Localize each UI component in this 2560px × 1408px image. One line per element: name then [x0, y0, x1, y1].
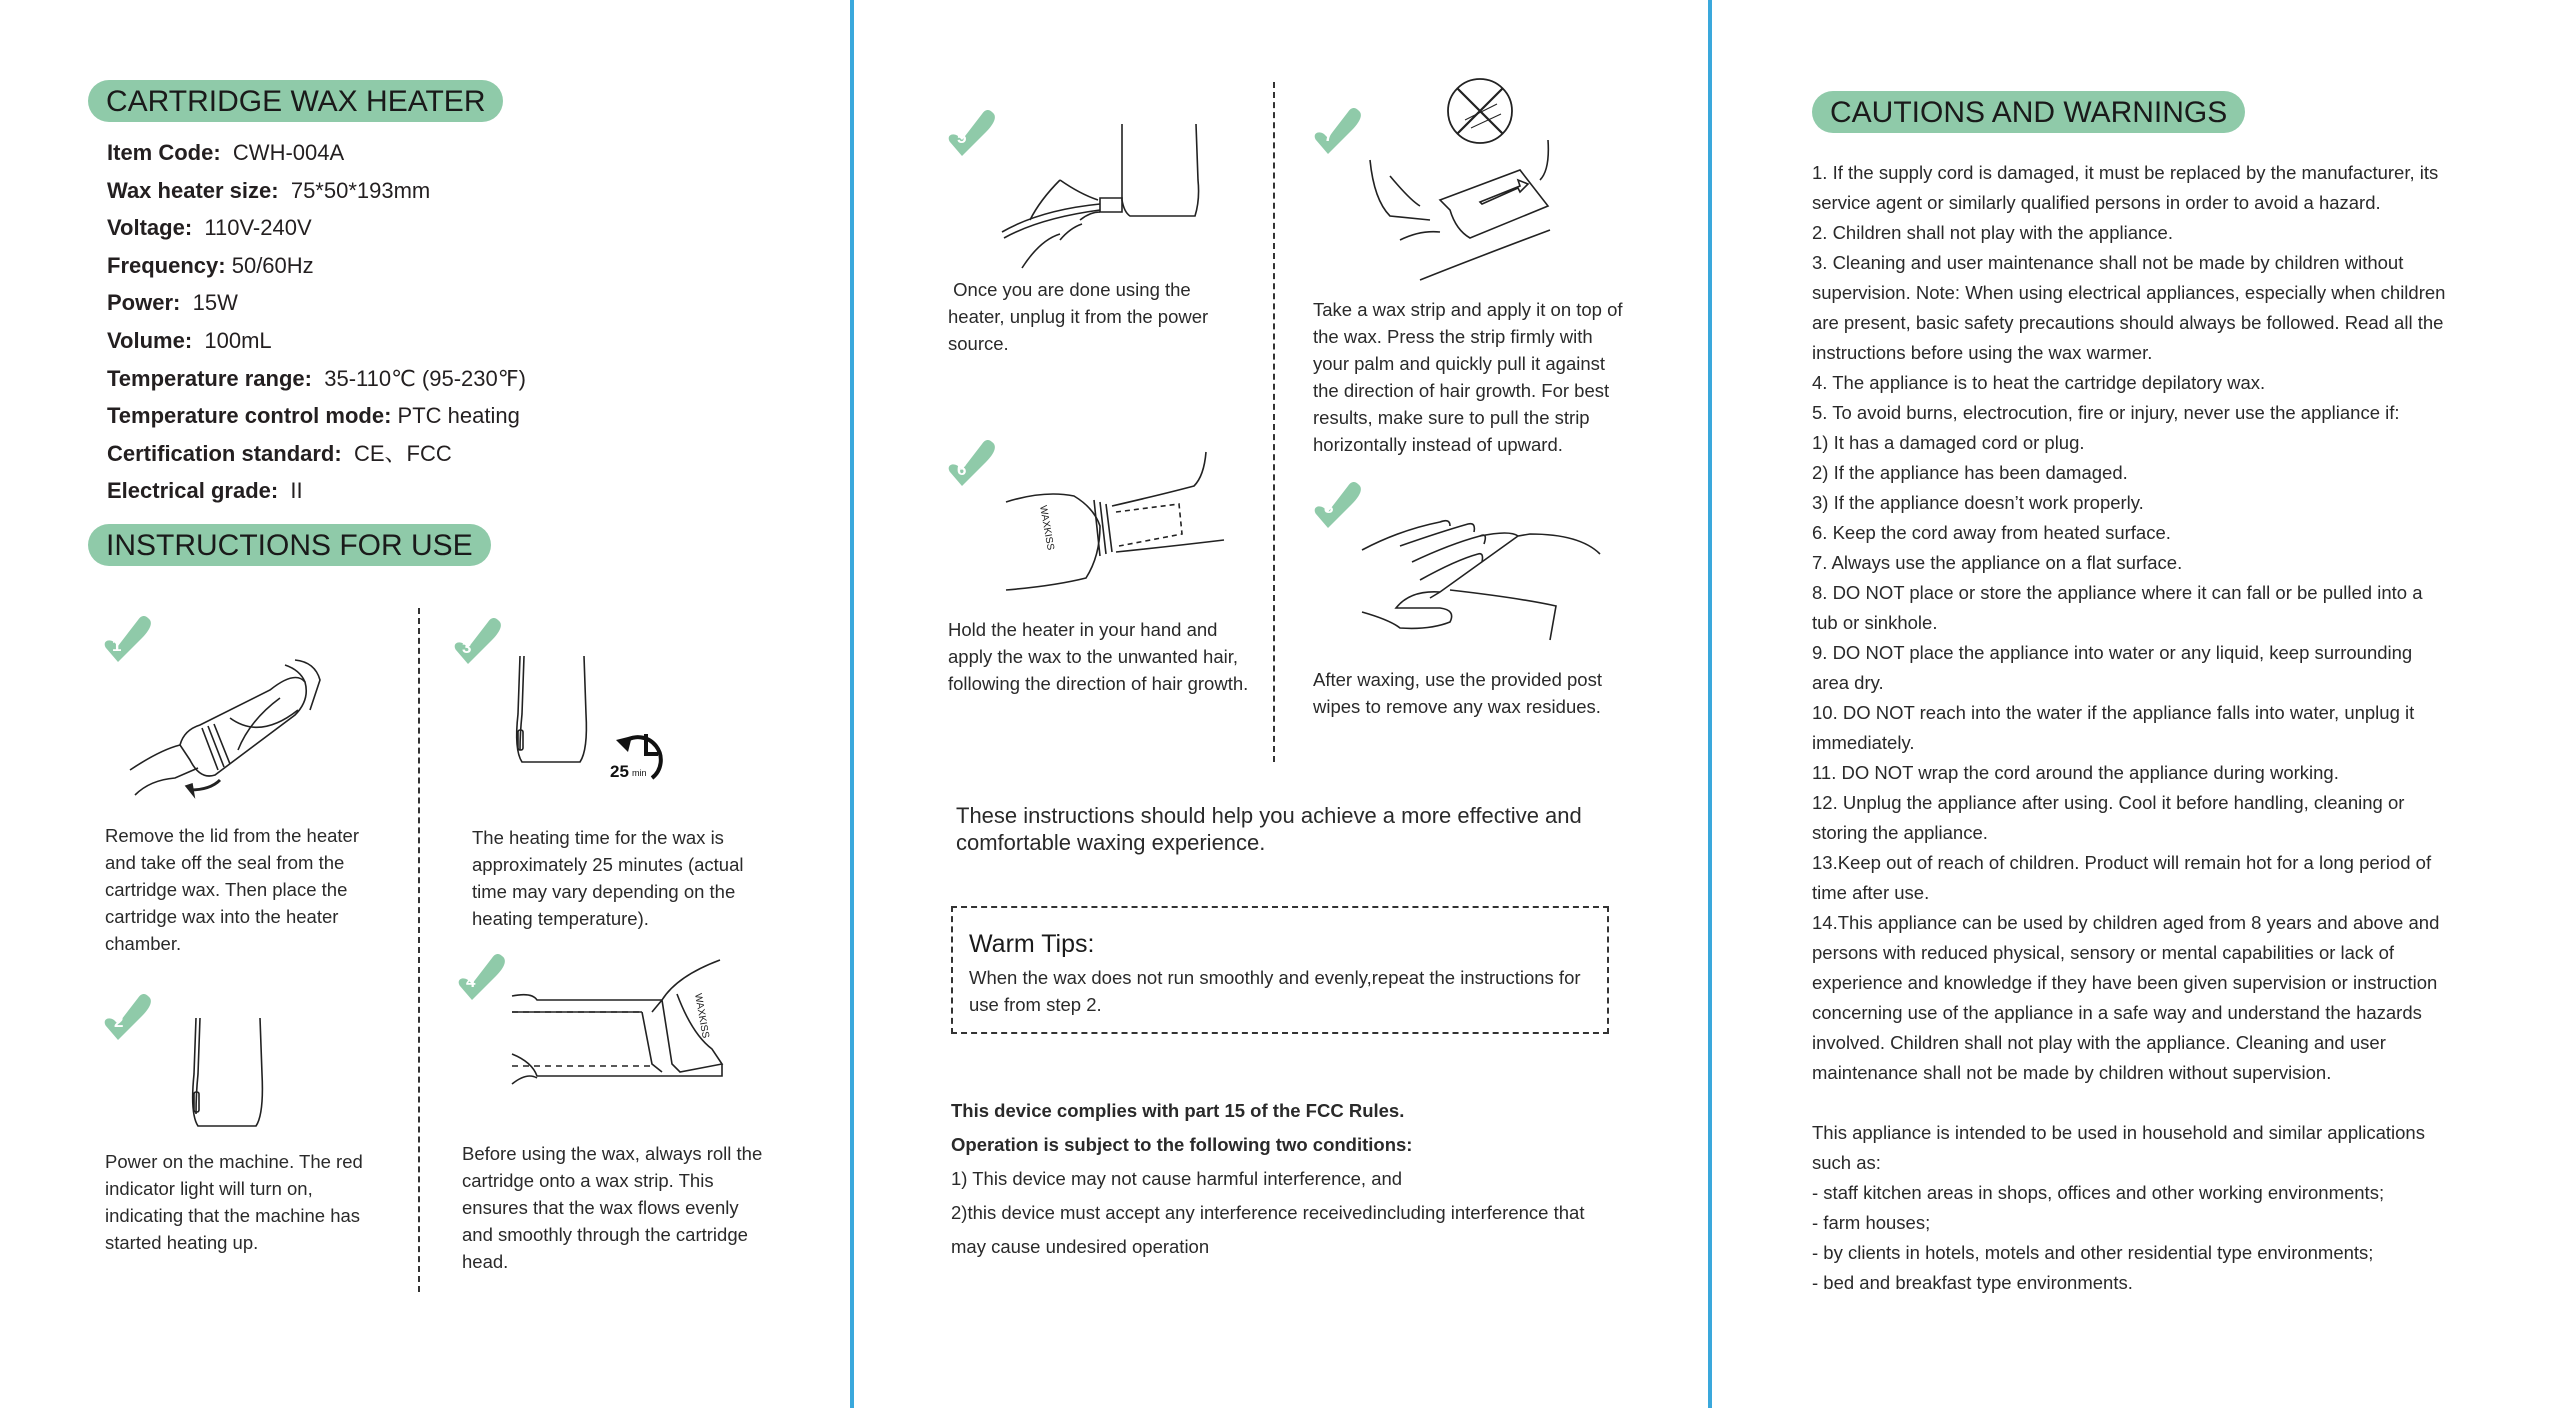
instructions-summary: These instructions should help you achieve a more effective and comfortable waxing experience. — [956, 803, 1582, 855]
column-separator-dashed — [418, 608, 420, 1292]
spec-row-control-mode — [107, 397, 526, 435]
step-3-text: The heating time for the wax is approximately 25 minutes (actual time may vary depending on the heating temperature). — [472, 827, 744, 929]
step-6-text: Hold the heater in your hand and apply the wax to the unwanted hair, following the direction of hair growth. — [948, 619, 1249, 694]
step-number: 7 — [1324, 126, 1334, 145]
caution-line: experience and knowledge if they have been given supervision or instruction — [1812, 972, 2438, 993]
step-8-text: After waxing, use the provided post wipes to remove any wax residues. — [1313, 669, 1602, 717]
fcc-line: 1) This device may not cause harmful interference, and — [951, 1168, 1403, 1189]
spec-row-certification — [107, 435, 526, 473]
step-7-heart-icon — [1312, 104, 1364, 156]
step-2-text: Power on the machine. The red indicator light will turn on, indicating that the machine has started heating up. — [105, 1151, 363, 1253]
caution-line: 12. Unplug the appliance after using. Cool it before handling, cleaning or — [1812, 792, 2405, 813]
spec-label: Temperature control mode: — [107, 403, 392, 429]
cautions-title-badge: CAUTIONS AND WARNINGS — [1812, 91, 2245, 133]
panel-divider-right — [1708, 0, 1712, 1408]
spec-value: 110V-240V — [204, 215, 312, 241]
step-6-illustration — [1004, 446, 1214, 586]
spec-value: 35-110℃ (95-230℉) — [324, 365, 526, 391]
caution-line: 8. DO NOT place or store the appliance where it can fall or be pulled into a — [1812, 582, 2423, 603]
caution-line: - by clients in hotels, motels and other residential type environments; — [1812, 1242, 2374, 1263]
step-5-illustration — [1000, 120, 1210, 260]
spec-row-item-code — [107, 134, 526, 172]
caution-line: 14.This appliance can be used by children aged from 8 years and above and — [1812, 912, 2440, 933]
step-5-text: Once you are done using the heater, unplug it from the power source. — [948, 279, 1214, 354]
spec-label: Volume: — [107, 327, 193, 353]
warm-tips-text: When the wax does not run smoothly and evenly,repeat the instructions for use from step 2. — [969, 967, 1581, 1015]
warm-tips-box — [951, 906, 1609, 1034]
caution-line: 3) If the appliance doesn’t work properly. — [1812, 492, 2144, 513]
fcc-line: Operation is subject to the following two conditions: — [951, 1134, 1413, 1155]
spec-value: 50/60Hz — [231, 252, 314, 278]
caution-line: tub or sinkhole. — [1812, 612, 1938, 633]
spec-label: Temperature range: — [107, 365, 312, 391]
caution-line: 13.Keep out of reach of children. Product will remain hot for a long period of — [1812, 852, 2432, 873]
caution-line: This appliance is intended to be used in household and similar applications — [1812, 1122, 2425, 1143]
spec-label: Power: — [107, 290, 181, 316]
step-2-illustration — [186, 1014, 266, 1130]
caution-line: persons with reduced physical, sensory or mental capabilities or lack of — [1812, 942, 2395, 963]
step-number: 2 — [114, 1012, 124, 1031]
step-7-illustration — [1370, 120, 1570, 270]
spec-value: PTC heating — [397, 403, 520, 429]
panel-divider-left — [850, 0, 854, 1408]
timer-value: 25 — [610, 762, 629, 781]
caution-line: 5. To avoid burns, electrocution, fire or injury, never use the appliance if: — [1812, 402, 2400, 423]
spec-value: 15W — [192, 290, 238, 316]
step-7-text: Take a wax strip and apply it on top of the wax. Press the strip firmly with your palm and quickly pull it against the direction of hair growth. For best results, make sure to pull the strip horizontally instead of upward. — [1313, 299, 1623, 455]
caution-line: 1) It has a damaged cord or plug. — [1812, 432, 2085, 453]
spec-label: Electrical grade: — [107, 478, 279, 504]
column-separator-dashed — [1273, 82, 1275, 762]
brand-mark: WAXKISS — [692, 992, 711, 1040]
caution-line: - bed and breakfast type environments. — [1812, 1272, 2133, 1293]
spec-value: II — [290, 478, 303, 504]
caution-line: 6. Keep the cord away from heated surface. — [1812, 522, 2171, 543]
fcc-statement — [951, 1094, 1651, 1264]
spec-value: CWH-004A — [232, 140, 345, 165]
caution-line: 4. The appliance is to heat the cartridge depilatory wax. — [1812, 372, 2266, 393]
caution-line: such as: — [1812, 1152, 1881, 1173]
step-5-heart-icon — [946, 106, 998, 158]
spec-value: CE、FCC — [353, 440, 452, 466]
caution-line: time after use. — [1812, 882, 1930, 903]
spacer — [1812, 1088, 2512, 1118]
caution-line: storing the appliance. — [1812, 822, 1988, 843]
spec-row-voltage — [107, 209, 526, 247]
spec-label: Voltage: — [107, 215, 193, 241]
caution-line: supervision. Note: When using electrical appliances, especially when children — [1812, 282, 2446, 303]
caution-line: immediately. — [1812, 732, 1915, 753]
caution-line: maintenance shall not be made by children without supervision. — [1812, 1062, 2332, 1083]
spec-label: Frequency: — [107, 252, 226, 278]
timer-unit: min — [632, 768, 647, 778]
caution-line: 9. DO NOT place the appliance into water or any liquid, keep surrounding — [1812, 642, 2413, 663]
caution-line: instructions before using the wax warmer. — [1812, 342, 2153, 363]
spec-row-temperature-range — [107, 360, 526, 398]
step-number: 5 — [957, 128, 967, 147]
step-number: 1 — [112, 636, 122, 655]
svg-text:WAXKISS: WAXKISS — [1037, 504, 1056, 552]
caution-line: 1. If the supply cord is damaged, it must be replaced by the manufacturer, its — [1812, 162, 2439, 183]
fcc-line: 2)this device must accept any interference receivedincluding interference that — [951, 1202, 1585, 1223]
caution-line: 2. Children shall not play with the appliance. — [1812, 222, 2173, 243]
spec-row-power — [107, 284, 526, 322]
step-8-illustration — [1360, 510, 1610, 640]
instructions-title-badge: INSTRUCTIONS FOR USE — [88, 524, 491, 566]
spec-label: Item Code: — [107, 140, 221, 165]
step-4-heart-icon — [456, 950, 508, 1002]
caution-line: service agent or similarly qualified persons in order to avoid a hazard. — [1812, 192, 2381, 213]
caution-line: involved. Children shall not play with the appliance. Cleaning and user — [1812, 1032, 2386, 1053]
spec-row-frequency — [107, 247, 526, 285]
step-number: 6 — [957, 460, 967, 479]
caution-line: area dry. — [1812, 672, 1884, 693]
step-2-heart-icon — [102, 990, 154, 1042]
caution-line: 10. DO NOT reach into the water if the appliance falls into water, unplug it — [1812, 702, 2415, 723]
spec-value: 100mL — [204, 327, 272, 353]
caution-line: - staff kitchen areas in shops, offices and other working environments; — [1812, 1182, 2385, 1203]
spec-row-size — [107, 172, 526, 210]
spec-label: Wax heater size: — [107, 177, 279, 203]
caution-line: - farm houses; — [1812, 1212, 1931, 1233]
spec-label: Certification standard: — [107, 440, 342, 466]
step-4-illustration — [512, 954, 722, 1089]
step-1-illustration — [120, 640, 350, 810]
step-number: 4 — [466, 972, 476, 991]
step-number: 3 — [462, 638, 472, 657]
spec-row-electrical-grade — [107, 472, 526, 510]
caution-line: 7. Always use the appliance on a flat surface. — [1812, 552, 2183, 573]
step-1-text: Remove the lid from the heater and take off the seal from the cartridge wax. Then place the cartridge wax into the heater chamber. — [105, 825, 359, 954]
step-3-illustration — [510, 654, 590, 766]
timer-icon — [610, 722, 680, 782]
spec-row-volume — [107, 322, 526, 360]
step-4-text: Before using the wax, always roll the cartridge onto a wax strip. This ensures that the wax flows evenly and smoothly through the cartridge head. — [462, 1143, 763, 1272]
caution-line: 2) If the appliance has been damaged. — [1812, 462, 2128, 483]
step-6-heart-icon — [946, 436, 998, 488]
fcc-line: This device complies with part 15 of the FCC Rules. — [951, 1100, 1405, 1121]
spec-value: 75*50*193mm — [290, 177, 431, 203]
spec-list — [107, 134, 526, 510]
cautions-list — [1812, 158, 2512, 1298]
step-8-heart-icon — [1312, 478, 1364, 530]
caution-line: concerning use of the appliance in a safe way and understand the hazards — [1812, 1002, 2422, 1023]
step-number: 8 — [1324, 498, 1334, 517]
caution-line: 11. DO NOT wrap the cord around the appliance during working. — [1812, 762, 2339, 783]
fcc-line: may cause undesired operation — [951, 1236, 1210, 1257]
caution-line: are present, basic safety precautions should always be followed. Read all the — [1812, 312, 2444, 333]
product-title-badge: CARTRIDGE WAX HEATER — [88, 80, 503, 122]
caution-line: 3. Cleaning and user maintenance shall not be made by children without — [1812, 252, 2404, 273]
step-3-heart-icon — [452, 614, 504, 666]
warm-tips-title: Warm Tips: — [969, 930, 1095, 958]
